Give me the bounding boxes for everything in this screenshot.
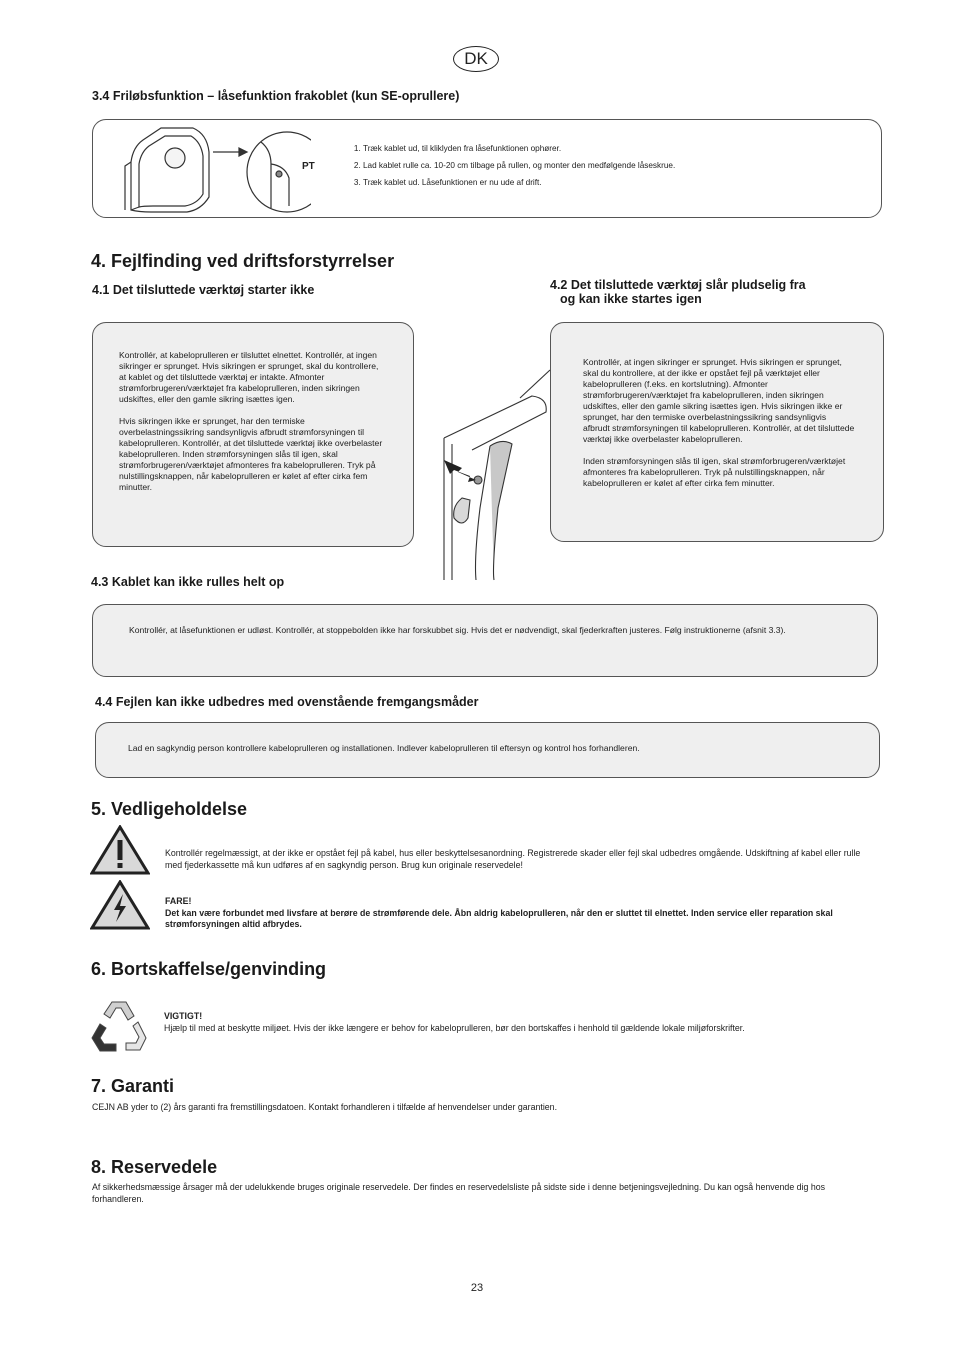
section-4-1-text (119, 350, 387, 493)
section-4-4-box (95, 722, 880, 778)
section-6-body (164, 1011, 874, 1034)
section-7-text: CEJN AB yder to (2) års garanti fra fremstillingsdatoen. Kontakt forhandleren i tilfælde af henvendelser under garantien. (92, 1102, 558, 1112)
section-4-1-heading: 4.1 Det tilsluttede værktøj starter ikke (92, 283, 315, 297)
warning-exclamation-icon (90, 825, 150, 875)
section-8-heading: 8. Reservedele (91, 1157, 218, 1177)
section-3-4-steps (350, 144, 863, 195)
reset-button-illustration (432, 368, 552, 583)
section-4-1-box (92, 322, 414, 547)
section-4-1-paragraph-1: Kontrollér, at kabeloprulleren er tilsluttet elnettet. Kontrollér, at ingen sikringer er sprunget. Hvis sikringen er sprunget, skal du kontrollere, at kablet og det tilsluttede værktøj er intakte. Afmonter strømforbrugeren/værktøjet fra kabeloprulleren, inden sikringen udskiftes, eller den gamle sikring isættes igen. (119, 350, 379, 404)
step-item: 3. Træk kablet ud. Låsefunktionen er nu ude af drift. (363, 178, 863, 188)
step-item: 1. Træk kablet ud, til kliklyden fra låsefunktionen ophører. (363, 144, 863, 154)
section-5-danger (165, 896, 875, 931)
section-4-4-text: Lad en sagkyndig person kontrollere kabeloprulleren og installationen. Indlever kabeloprulleren til eftersyn og kontrol hos forhandleren. (128, 743, 640, 753)
section-5-text: Kontrollér regelmæssigt, at der ikke er opstået fejl på kabel, hus eller beskyttelsesanordning. Registrerede skader eller fejl skal udbedres omgående. Udskiftning af kabel eller rulle med fjederkassette må kun udføres af en sagkyndig person. Brug kun originale reservedele! (165, 848, 861, 870)
warning-electric-icon (90, 880, 150, 930)
section-4-4-heading: 4.4 Fejlen kan ikke udbedres med ovenstående fremgangsmåder (95, 695, 479, 709)
section-4-1-paragraph-2: Hvis sikringen ikke er sprunget, har den termiske overbelastningssikring sandsynligvis afbrudt strømforsyningen til kabeloprulleren. Kontrollér, at det tilsluttede værktøj ikke overbelaster kabeloprulleren. Inden strømforsyningen slås til igen, skal strømforbrugeren/værktøjet afmonteres fra kabeloprulleren. Tryk på nulstillingsknappen, når kabeloprulleren er kølet af efter cirka fem minutter. (119, 416, 383, 492)
section-8-text: Af sikkerhedsmæssige årsager må der udelukkende bruges originale reservedele. Der findes en reservedelsliste på sidste side i denne betjeningsvejledning. Du kan også henvende dig hos forhandleren. (92, 1182, 826, 1204)
section-4-2-heading-line1: 4.2 Det tilsluttede værktøj slår pludselig fra (550, 278, 806, 292)
danger-label: FARE! (165, 896, 192, 906)
step-item: 2. Lad kablet rulle ca. 10-20 cm tilbage på rullen, og monter den medfølgende låseskrue. (363, 161, 863, 171)
section-4-3-box (92, 604, 878, 677)
important-label: VIGTIGT! (164, 1011, 203, 1021)
language-badge: DK (453, 46, 499, 72)
section-7-heading: 7. Garanti (91, 1076, 175, 1096)
section-3-4-box (92, 119, 882, 218)
pt-label: PT (302, 161, 315, 172)
section-4-2-box (550, 322, 884, 542)
cable-reel-lock-illustration (121, 122, 311, 217)
section-4-3-text: Kontrollér, at låsefunktionen er udløst. Kontrollér, at stoppebolden ikke har forskubbet sig. Hvis det er nødvendigt, skal fjederkraften justeres. Følg instruktionerne (afsnit 3.3). (129, 625, 786, 635)
section-4-2-heading-line2: og kan ikke startes igen (560, 292, 702, 306)
section-4-2-text (583, 357, 855, 489)
section-4-3-heading: 4.3 Kablet kan ikke rulles helt op (91, 575, 285, 589)
section-3-4-heading: 3.4 Friløbsfunktion – låsefunktion frakoblet (kun SE-oprullere) (92, 89, 460, 103)
section-4-heading: 4. Fejlfinding ved driftsforstyrrelser (91, 251, 395, 271)
section-4-2-paragraph-2: Inden strømforsyningen slås til igen, skal strømforbrugeren/værktøjet afmonteres fra kabeloprulleren. Tryk på nulstillingsknappen, når kabeloprulleren er kølet af efter cirka fem minutter. (583, 456, 846, 488)
section-5-heading: 5. Vedligeholdelse (91, 799, 248, 819)
recycling-icon (88, 998, 150, 1056)
section-6-text: Hjælp til med at beskytte miljøet. Hvis der ikke længere er behov for kabeloprulleren, bør den bortskaffes i henhold til gældende lokale miljøforskrifter. (164, 1022, 745, 1033)
danger-text: Det kan være forbundet med livsfare at berøre de strømførende dele. Åbn aldrig kabeloprulleren, når den er sluttet til elnettet. Inden service eller reparation skal strømforsyningen altid afbrydes. (165, 907, 833, 929)
section-4-2-heading (550, 278, 880, 306)
page-number: 23 (470, 1282, 484, 1294)
section-4-2-paragraph-1: Kontrollér, at ingen sikringer er sprunget. Hvis sikringen er sprunget, skal du kontrollere, at der ikke er opstået fejl på værktøjet eller kabeloprulleren (f.eks. en kortslutning). Afmonter strømforbrugeren/værktøjet fra kabeloprulleren, inden sikringen udskiftes, eller den gamle sikring isættes igen. Hvis sikringen ikke er sprunget, har den termiske overbelastningssikring sandsynligvis afbrudt strømforsyningen til kabeloprulleren. Kontrollér, at det tilsluttede værktøj ikke overbelaster kabeloprulleren. (583, 357, 855, 444)
section-6-heading: 6. Bortskaffelse/genvinding (91, 959, 327, 979)
